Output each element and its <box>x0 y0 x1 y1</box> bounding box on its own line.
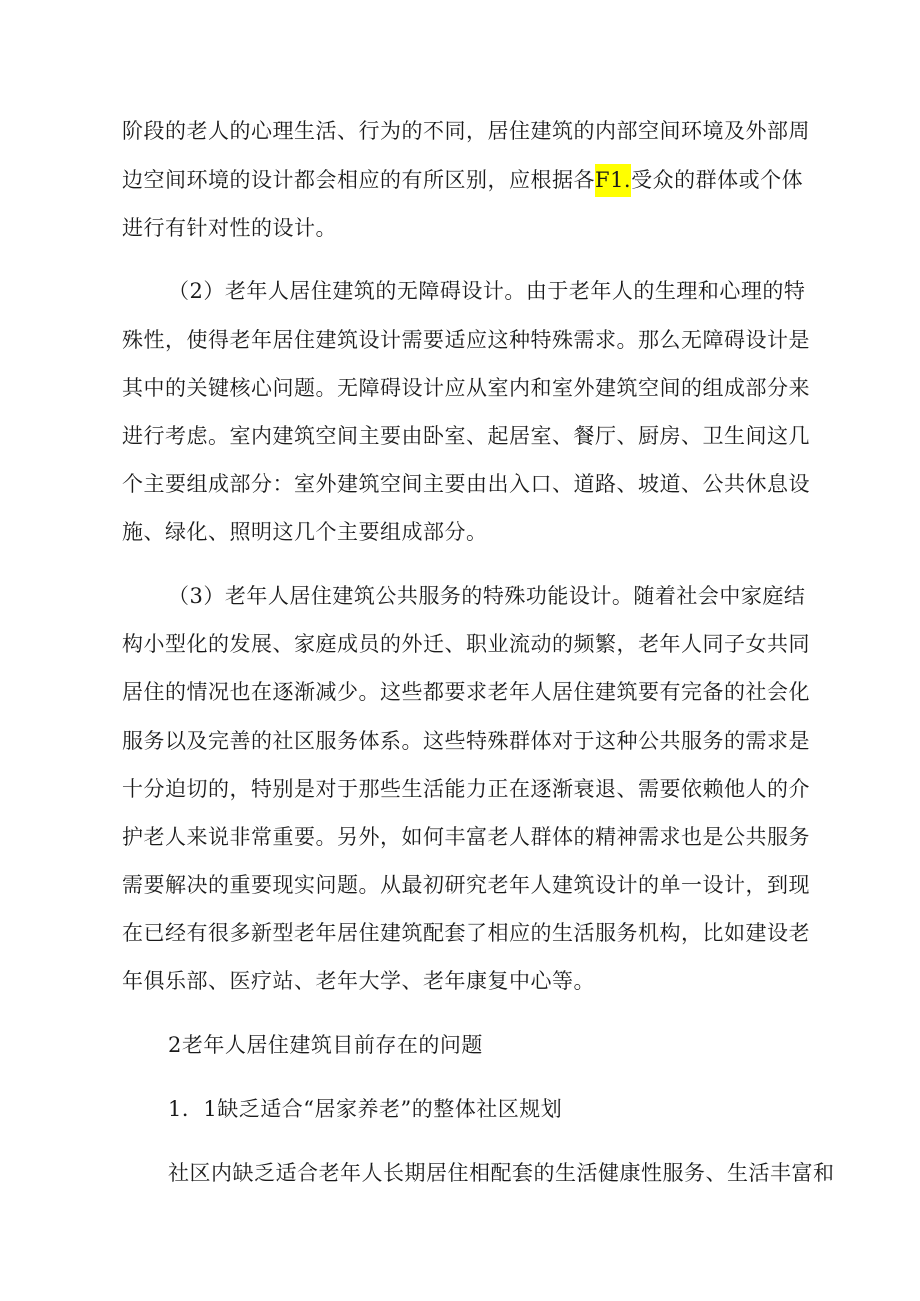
paragraph-4-line-1: 社区内缺乏适合老年人长期居住相配套的生活健康性服务、生活丰富和 <box>168 1161 835 1185</box>
paragraph-2-line-6: 施、绿化、照明这几个主要组成部分。 <box>122 520 488 544</box>
paragraph-3-line-3: 居住的情况也在逐渐减少。这些都要求老年人居住建筑要有完备的社会化 <box>122 680 810 704</box>
paragraph-3-line-1: （3）老年人居住建筑公共服务的特殊功能设计。随着社会中家庭结 <box>168 584 806 608</box>
paragraph-1-line-2-text-b: 受众的群体或个体 <box>631 168 804 192</box>
paragraph-1-line-3: 进行有针对性的设计。 <box>122 216 337 240</box>
paragraph-2-line-2: 殊性，使得老年居住建筑设计需要适应这种特殊需求。那么无障碍设计是 <box>122 328 810 352</box>
paragraph-3-line-7: 需要解决的重要现实问题。从最初研究老年人建筑设计的单一设计，到现 <box>122 873 810 897</box>
highlighted-marker: F1. <box>595 164 631 197</box>
paragraph-3-line-6: 护老人来说非常重要。另外，如何丰富老人群体的精神需求也是公共服务 <box>122 825 810 849</box>
paragraph-2-line-4: 进行考虑。室内建筑空间主要由卧室、起居室、餐厅、厨房、卫生间这几 <box>122 424 810 448</box>
paragraph-3-line-9: 年俱乐部、医疗站、老年大学、老年康复中心等。 <box>122 969 595 993</box>
paragraph-2-line-3: 其中的关键核心问题。无障碍设计应从室内和室外建筑空间的组成部分来 <box>122 376 810 400</box>
paragraph-3-line-5: 十分迫切的，特别是对于那些生活能力正在逐渐衰退、需要依赖他人的介 <box>122 777 810 801</box>
paragraph-2-line-5: 个主要组成部分：室外建筑空间主要由出入口、道路、坡道、公共休息设 <box>122 472 810 496</box>
paragraph-1-line-1: 阶段的老人的心理生活、行为的不同，居住建筑的内部空间环境及外部周 <box>122 119 810 143</box>
subsection-heading: 1．1缺乏适合“居家养老”的整体社区规划 <box>168 1097 563 1121</box>
paragraph-1-line-2-text-a: 边空间环境的设计都会相应的有所区别，应根据各 <box>122 168 595 192</box>
paragraph-3-line-4: 服务以及完善的社区服务体系。这些特殊群体对于这种公共服务的需求是 <box>122 729 810 753</box>
paragraph-3-line-8: 在已经有很多新型老年居住建筑配套了相应的生活服务机构，比如建设老 <box>122 921 810 945</box>
paragraph-3-line-2: 构小型化的发展、家庭成员的外迁、职业流动的频繁，老年人同子女共同 <box>122 632 810 656</box>
section-heading: 2老年人居住建筑目前存在的问题 <box>168 1033 483 1057</box>
paragraph-1-line-2 <box>122 170 803 191</box>
paragraph-2-line-1: （2）老年人居住建筑的无障碍设计。由于老年人的生理和心理的特 <box>168 279 806 303</box>
